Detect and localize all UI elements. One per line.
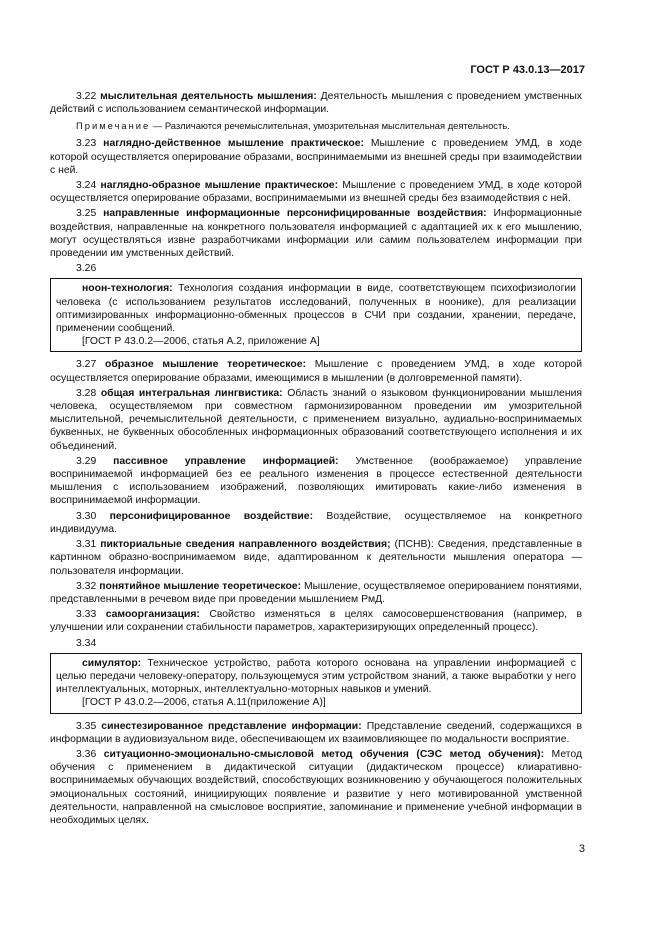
entry-number: 3.32 bbox=[76, 580, 97, 592]
standard-header: ГОСТ Р 43.0.13—2017 bbox=[470, 64, 585, 76]
entry-definition: Свойство изменяться в целях самосовершенствования (например, в улучшении или сохранении стабильности параметров, характеризирующих определенный процесс). bbox=[50, 609, 582, 634]
note-label: Примечание bbox=[76, 120, 151, 132]
entry-definition: Техническое устройство, работа которого основана на управлении информацией с целью передачи человеку-оператору, пользующемуся этим устройством знаний, а также выработки у него интеллектуальных, моторных, интеллектуально-моторных навыков и умений. bbox=[56, 657, 576, 696]
entry-definition: Представление сведений, содержащихся в информации в аудиовизуальном виде, обеспечивающем их взаимовлияющее по модальности восприятие. bbox=[50, 720, 583, 745]
document-body bbox=[50, 90, 582, 829]
entry-3-34 bbox=[56, 657, 576, 697]
quoted-definition-box-3-26 bbox=[50, 278, 582, 352]
entry-term: ситуационно-эмоционально-смысловой метод обучения (СЭС метод обучения): bbox=[103, 748, 545, 760]
entry-term: общая интегральная лингвистика: bbox=[100, 387, 283, 399]
source-reference: [ГОСТ Р 43.0.2—2006, статья А.2, приложение А] bbox=[82, 336, 320, 348]
entry-3-35 bbox=[50, 720, 582, 746]
entry-3-30 bbox=[50, 510, 582, 536]
entry-definition: Технология создания информации в виде, соответствующем психофизиологии человека (с использованием результатов исследований, полученных в ноонике), для реализации оптимизированных информационно-обменных процессов в СЧИ при создании, хранении, передаче, применении сообщений. bbox=[56, 283, 576, 335]
entry-definition: Деятельность мышления с проведением умственных действий с использованием семантической информации. bbox=[50, 91, 583, 116]
entry-term: образное мышление теоретическое: bbox=[105, 359, 306, 371]
entry-3-25 bbox=[50, 207, 582, 260]
entry-term: наглядно-действенное мышление практическое: bbox=[103, 138, 364, 150]
entry-number: 3.22 bbox=[76, 91, 97, 102]
entry-3-22 bbox=[50, 90, 582, 116]
page-number: 3 bbox=[578, 843, 585, 855]
entry-term: самоорганизация: bbox=[105, 609, 200, 621]
entry-number: 3.25 bbox=[76, 208, 97, 220]
source-reference: [ГОСТ Р 43.0.2—2006, статья А.11(приложение А)] bbox=[82, 697, 326, 709]
entry-number: 3.30 bbox=[76, 510, 97, 522]
entry-3-24 bbox=[50, 179, 582, 205]
entry-number: 3.23 bbox=[76, 138, 97, 150]
entry-definition: Мышление с проведением УМД, в ходе которой осуществляется оперирование образами, воспринимаемыми из внешней среды при взаимодействии с ней. bbox=[50, 138, 582, 176]
quoted-definition-box-3-34 bbox=[50, 653, 582, 714]
entry-term: понятийное мышление теоретическое: bbox=[99, 580, 302, 592]
entry-term: направленные информационные персонифицированные воздействия: bbox=[103, 208, 487, 220]
entry-term: персонифицированное воздействие: bbox=[109, 510, 314, 522]
entry-number: 3.27 bbox=[76, 359, 97, 371]
entry-number: 3.29 bbox=[76, 455, 97, 467]
entry-3-31 bbox=[50, 538, 582, 578]
entry-term: ноон-технология: bbox=[82, 283, 173, 295]
entry-3-26-number: 3.26 bbox=[76, 263, 97, 275]
entry-definition: Умственное (воображаемое) управление воспринимаемой информацией без ее реального изменения в процессе естественной деятельности мышления с использованием изображений, позволяющих имитировать какие-либо изменения в воспринимаемой информации. bbox=[50, 455, 582, 507]
note-text: — Различаются речемыслительная, умозрительная мыслительная деятельность. bbox=[152, 120, 510, 132]
entry-definition: Информационные воздействия, направленные на конкретного пользователя информацией с адаптацией их к его мышлению, могут осуществляться извне разработчиками информации или самим пользователем информации при проведении им умственных действий. bbox=[50, 208, 582, 260]
entry-3-27 bbox=[50, 358, 582, 384]
entry-3-32 bbox=[50, 580, 582, 606]
entry-number: 3.33 bbox=[76, 609, 97, 621]
note-3-22 bbox=[50, 120, 582, 132]
entry-number: 3.31 bbox=[76, 539, 97, 551]
entry-definition: Мышление, осуществляемое оперированием понятиями, представленными в речевом виде при проведении мышлением РмД. bbox=[50, 580, 582, 605]
entry-number: 3.35 bbox=[76, 720, 97, 732]
entry-number: 3.28 bbox=[76, 387, 97, 399]
entry-term: симулятор: bbox=[82, 657, 142, 669]
entry-term: синестезированное представление информации: bbox=[101, 720, 362, 732]
entry-definition: Мышление с проведением УМД, в ходе которой осуществляется оперирование образами, воспринимаемыми из внешней среды без взаимодействия с ней. bbox=[50, 180, 582, 205]
entry-3-28 bbox=[50, 387, 582, 453]
entry-3-34-number: 3.34 bbox=[76, 637, 97, 649]
entry-3-26 bbox=[56, 282, 576, 335]
entry-definition: Воздействие, осуществляемое на конкретного индивидуума. bbox=[50, 510, 582, 535]
entry-term: пикториальные сведения направленного воздействия; bbox=[100, 539, 391, 551]
entry-number: 3.36 bbox=[76, 748, 97, 760]
entry-term: пассивное управление информацией: bbox=[113, 455, 339, 467]
entry-definition: Область знаний о языковом функционировании мышления человека, осуществляемом при совместном гармонизированном проведении им умозрительной мыслительной, речемыслительной деятельности, с применением визуально, аудиально-воспринимаемых буквенных, не буквенных обособленных информационных образований соответствующего исполнения и их объединений. bbox=[50, 387, 583, 452]
entry-3-29 bbox=[50, 455, 582, 508]
entry-definition: Мышление с проведением УМД, в ходе которой осуществляется оперирование образами, имеющимися в мышлении (в долговременной памяти). bbox=[50, 359, 583, 384]
entry-term: мыслительная деятельность мышления: bbox=[100, 91, 317, 102]
entry-3-33 bbox=[50, 608, 582, 634]
entry-3-23 bbox=[50, 137, 582, 177]
entry-3-36 bbox=[50, 748, 582, 827]
entry-definition: (ПСНВ): Сведения, представленные в картинном образно-воспринимаемом виде, адаптированном к деятельности мышления оператора — пользователя информации. bbox=[50, 539, 582, 577]
entry-term: наглядно-образное мышление практическое: bbox=[100, 180, 339, 192]
entry-number: 3.24 bbox=[76, 180, 97, 192]
entry-definition: Метод обучения с применением в дидактической ситуации (дидактическом процессе) клиаративно-воспринимаемых обучающих воздействий, способствующих возникновению у обучающегося положительных эмоциональных состояний, инициирующих появление и развитие у него мотивированной умственной деятельности, направленной на смысловое восприятие, запоминание и применение учебной информации в необходимых целях. bbox=[50, 748, 583, 826]
